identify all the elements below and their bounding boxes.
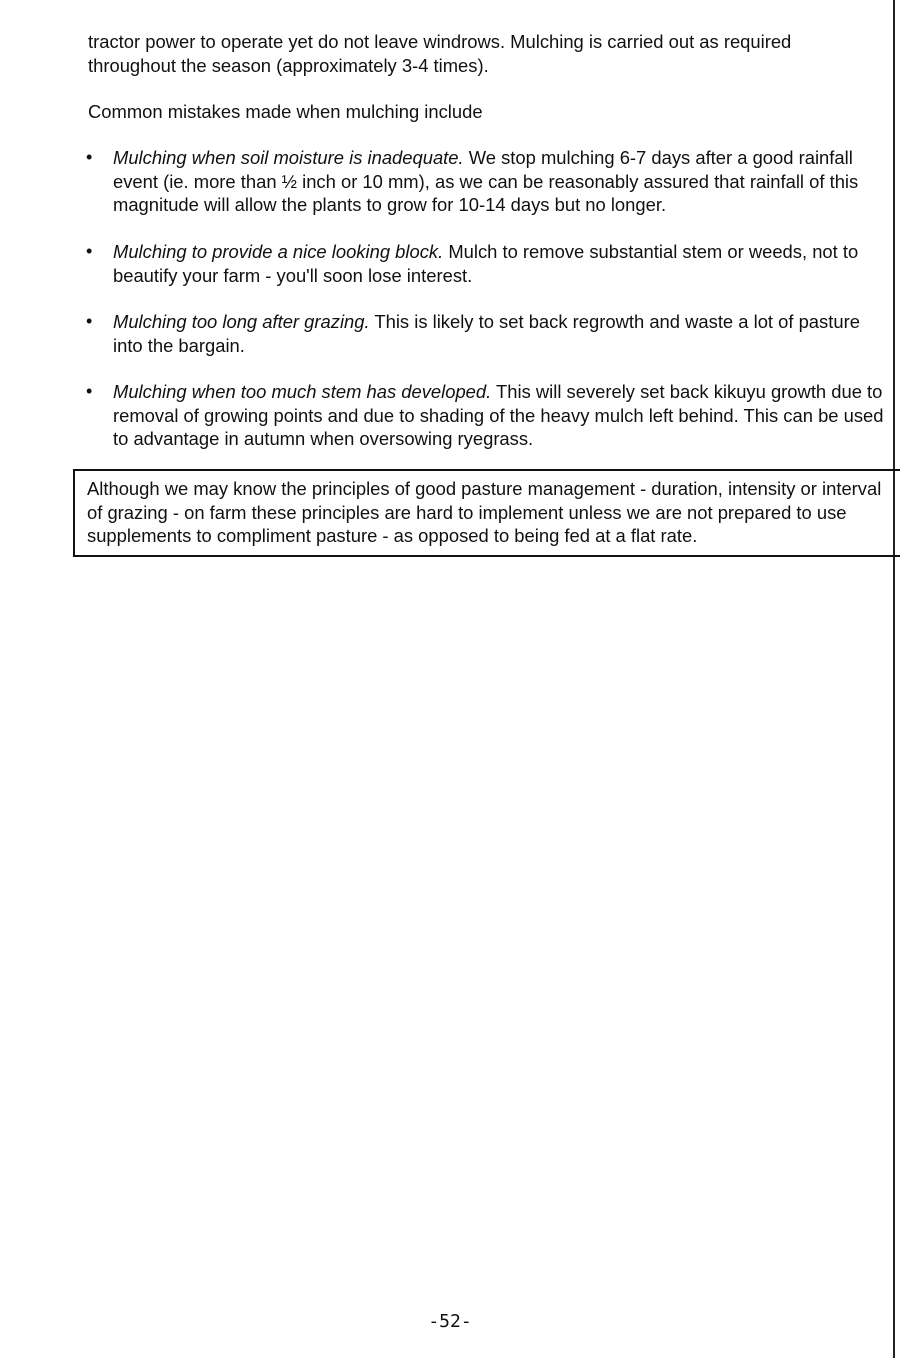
list-item-body: Mulch to remove substantial stem or weeds, not to beautify your farm - you'll soon lose interest. xyxy=(113,241,859,286)
list-item-body: This will severely set back kikuyu growth due to removal of growing points and due to shading of the heavy mulch left behind. This can be used to advantage in autumn when oversowing ryegrass. xyxy=(113,381,884,449)
list-item-body: We stop mulching 6-7 days after a good rainfall event (ie. more than ½ inch or 10 mm), as we can be reasonably assured that rainfall of this magnitude will allow the plants to grow for 10-14 days but no longer. xyxy=(113,147,859,215)
common-mistakes-intro: Common mistakes made when mulching include xyxy=(88,101,483,122)
list-item-text xyxy=(113,380,893,451)
list-item-text xyxy=(113,146,893,217)
bullet-icon: • xyxy=(86,147,93,167)
bullet-icon: • xyxy=(86,311,93,331)
summary-callout-box xyxy=(73,469,900,557)
list-item-text xyxy=(113,310,893,357)
list-item-lead: Mulching when soil moisture is inadequate. xyxy=(113,147,464,168)
list-item-lead: Mulching when too much stem has developed. xyxy=(113,381,492,402)
callout-text: Although we may know the principles of good pasture management - duration, intensity or interval of grazing - on farm these principles are hard to implement unless we are not prepared to use supplements to compliment pasture - as opposed to being fed at a flat rate. xyxy=(87,478,882,546)
list-item-lead: Mulching too long after grazing. xyxy=(113,311,370,332)
list-item-text xyxy=(113,240,893,287)
intro-paragraph xyxy=(88,30,878,77)
bullet-icon: • xyxy=(86,241,93,261)
intro-line-1: tractor power to operate yet do not leave windrows. Mulching is carried out as required xyxy=(88,31,792,52)
intro-line-2: throughout the season (approximately 3-4 times). xyxy=(88,54,489,76)
page-edge-line xyxy=(893,0,895,1358)
list-item-body: This is likely to set back regrowth and waste a lot of pasture into the bargain. xyxy=(113,311,860,356)
bullet-icon: • xyxy=(86,381,93,401)
list-item-lead: Mulching to provide a nice looking block. xyxy=(113,241,444,262)
page-number: -52- xyxy=(428,1311,472,1332)
